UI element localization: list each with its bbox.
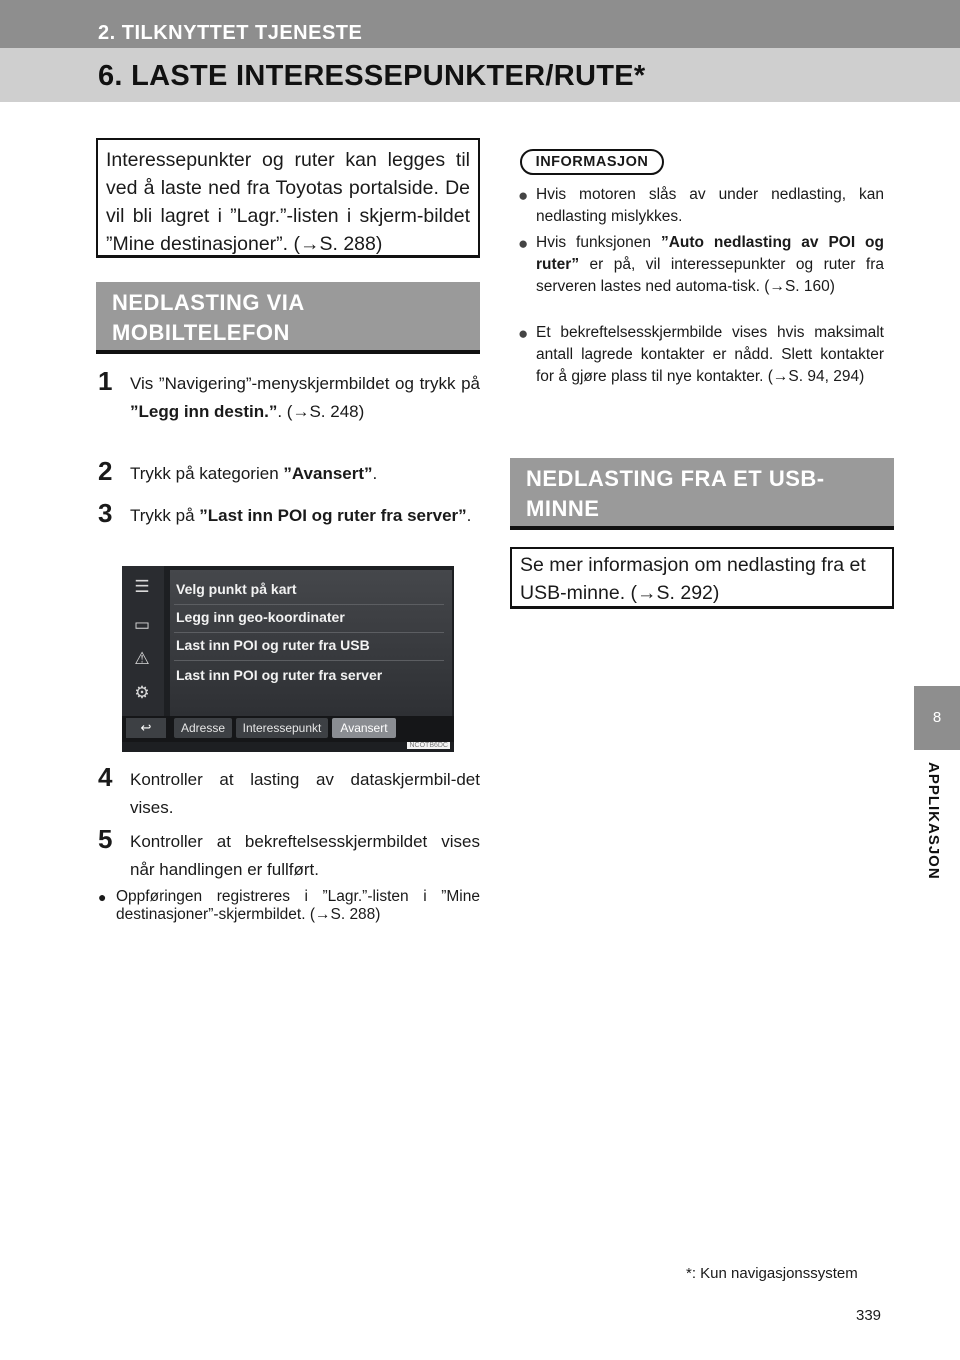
step-number: 4 bbox=[98, 762, 113, 792]
intro-box: Interessepunkter og ruter kan legges til ved å laste ned fra Toyotas portalside. De vil bli lagret i ”Lagr.”-listen i skjerm-bildet ”Mine destinasjoner”. (→S. 288) bbox=[96, 138, 480, 258]
bullet-icon: ● bbox=[518, 186, 529, 205]
step-5 bbox=[98, 824, 480, 884]
note-text: Oppføringen registreres i ”Lagr.”-listen i ”Mine destinasjoner”-skjermbildet. (→S. 288) bbox=[116, 888, 480, 923]
bullet-icon: ● bbox=[518, 324, 529, 343]
screen-icon-column bbox=[122, 566, 164, 716]
tab-poi[interactable]: Interessepunkt bbox=[236, 718, 328, 738]
step-number: 5 bbox=[98, 824, 113, 854]
step-bold-text: ”Legg inn destin.” bbox=[130, 402, 278, 421]
navigation-screenshot bbox=[122, 566, 454, 752]
chapter-number-tab: 8 bbox=[914, 686, 960, 750]
page-title: 6. LASTE INTERESSEPUNKTER/RUTE* bbox=[98, 60, 646, 92]
step-text: Vis ”Navigering”-menyskjermbildet og trykk på bbox=[130, 374, 480, 393]
step-4 bbox=[98, 762, 480, 822]
info-text-end: er på, vil interessepunkter og ruter fra serveren lastes ned automa-tisk. (→S. 160) bbox=[536, 256, 884, 295]
page-header bbox=[0, 0, 960, 102]
menu-divider bbox=[174, 660, 444, 661]
info-badge: INFORMASJON bbox=[520, 149, 664, 175]
page-number: 339 bbox=[856, 1307, 882, 1324]
section-heading-usb-text: NEDLASTING FRA ET USB-MINNE bbox=[526, 466, 825, 521]
step-number: 1 bbox=[98, 366, 113, 396]
footnote: *: Kun navigasjonssystem bbox=[686, 1265, 858, 1282]
info-text: Hvis funksjonen bbox=[536, 234, 661, 251]
screen-menu-list bbox=[170, 570, 452, 716]
menu-item-load-server[interactable]: Last inn POI og ruter fra server bbox=[176, 667, 383, 683]
step-text: Trykk på bbox=[130, 506, 200, 525]
warning-icon: ⚠ bbox=[134, 649, 150, 668]
step-text: Kontroller at lasting av dataskjermbil-det vises. bbox=[130, 770, 480, 817]
step-3 bbox=[98, 498, 480, 530]
info-item bbox=[518, 232, 884, 298]
info-bold-text: ”Auto nedlasting av POI og ruter” bbox=[536, 234, 884, 273]
step-number: 3 bbox=[98, 498, 113, 528]
info-text: Hvis motoren slås av under nedlasting, kan nedlasting mislykkes. bbox=[536, 186, 884, 225]
step-number: 2 bbox=[98, 456, 113, 486]
step-text-end: . bbox=[466, 506, 472, 525]
step-bold-text: ”Avansert” bbox=[283, 464, 373, 483]
step-text-end: . (→S. 248) bbox=[277, 402, 365, 421]
bullet-icon: ● bbox=[98, 889, 107, 905]
step-1 bbox=[98, 366, 480, 426]
section-heading-usb bbox=[510, 458, 894, 530]
step-text: Trykk på kategorien bbox=[130, 464, 284, 483]
section-heading-mobile bbox=[96, 282, 480, 354]
tab-advanced[interactable]: Avansert bbox=[332, 718, 396, 738]
step-bold-text: ”Last inn POI og ruter fra server” bbox=[199, 506, 467, 525]
chapter-label: APPLIKASJON bbox=[925, 762, 942, 880]
mobile-note bbox=[98, 888, 480, 924]
section-heading-mobile-text: NEDLASTING VIA MOBILTELEFON bbox=[112, 290, 304, 345]
info-item bbox=[518, 184, 884, 228]
tab-address[interactable]: Adresse bbox=[174, 718, 232, 738]
step-2 bbox=[98, 456, 480, 488]
step-text-end: . bbox=[372, 464, 378, 483]
settings-icon: ⚙ bbox=[134, 683, 150, 702]
map-icon: ▭ bbox=[133, 615, 151, 634]
menu-item-load-usb[interactable]: Last inn POI og ruter fra USB bbox=[176, 637, 370, 653]
bullet-icon: ● bbox=[518, 234, 529, 253]
usb-info-box: Se mer informasjon om nedlasting fra et USB-minne. (→S. 292) bbox=[510, 547, 894, 609]
menu-item-select-point[interactable]: Velg punkt på kart bbox=[176, 581, 297, 597]
info-item bbox=[518, 322, 884, 388]
info-text: Et bekreftelsesskjermbilde vises hvis maksimalt antall lagrede kontakter er nådd. Slett kontakter for å gjøre plass til nye kontakter. (→S. 94, 294) bbox=[536, 324, 884, 385]
image-code: NCOTB6DC bbox=[409, 742, 448, 749]
back-icon[interactable]: ↩ bbox=[126, 718, 166, 738]
step-text: Kontroller at bekreftelsesskjermbildet vises når handlingen er fullført. bbox=[130, 832, 480, 879]
section-label: 2. TILKNYTTET TJENESTE bbox=[98, 22, 363, 44]
menu-item-geo-coordinates[interactable]: Legg inn geo-koordinater bbox=[176, 609, 345, 625]
list-icon: ☰ bbox=[134, 577, 150, 596]
